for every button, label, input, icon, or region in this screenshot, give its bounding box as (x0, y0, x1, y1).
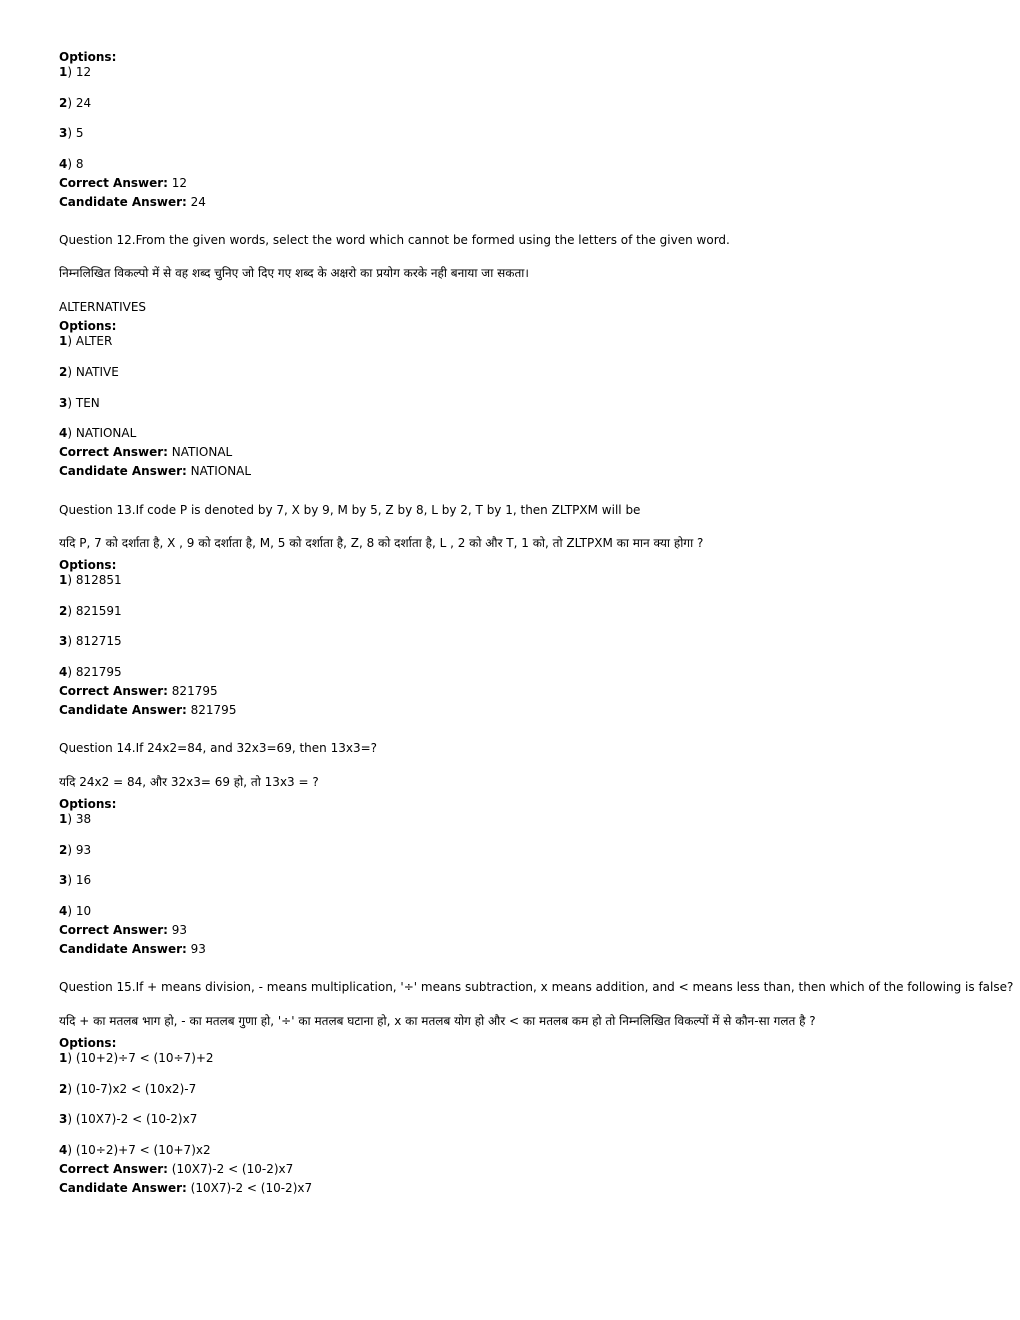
candidate-answer: Candidate Answer: 821795 (59, 703, 237, 717)
option-2: 2) NATIVE (59, 365, 119, 379)
option-2: 2) 93 (59, 843, 92, 857)
option-1: 1) (10+2)÷7 < (10÷7)+2 (59, 1051, 214, 1065)
correct-answer: Correct Answer: 93 (59, 923, 188, 937)
option-3: 3) 5 (59, 126, 84, 140)
correct-answer: Correct Answer: 12 (59, 176, 188, 190)
question-text: Question 12.From the given words, select the word which cannot be formed using the letters of the given word. (59, 233, 730, 247)
question-text: Question 14.If 24x2=84, and 32x3=69, then 13x3=? (59, 741, 377, 755)
options-label: Options: (59, 50, 117, 64)
candidate-answer: Candidate Answer: (10X7)-2 < (10-2)x7 (59, 1181, 313, 1195)
question-extra: ALTERNATIVES (59, 300, 147, 314)
option-1: 1) 38 (59, 812, 92, 826)
correct-answer: Correct Answer: (10X7)-2 < (10-2)x7 (59, 1162, 294, 1176)
option-1: 1) ALTER (59, 334, 113, 348)
option-2: 2) (10-7)x2 < (10x2)-7 (59, 1082, 197, 1096)
question-text-hindi: यदि + का मतलब भाग हो, - का मतलब गुणा हो, '÷' का मतलब घटाना हो, x का मतलब योग हो और < का मतलब कम हो तो निम्नलिखित विकल्पों में से कौन-सा गलत है ? (59, 1014, 816, 1028)
question-text-hindi: यदि P, 7 को दर्शाता है, X , 9 को दर्शाता है, M, 5 को दर्शाता है, Z, 8 को दर्शाता है, L , 2 को और T, 1 को, तो ZLTPXM का मान क्या होगा ? (59, 536, 704, 550)
candidate-answer: Candidate Answer: 93 (59, 942, 206, 956)
correct-answer: Correct Answer: NATIONAL (59, 445, 233, 459)
options-label: Options: (59, 1036, 117, 1050)
option-3: 3) 812715 (59, 634, 122, 648)
option-4: 4) NATIONAL (59, 426, 137, 440)
options-label: Options: (59, 558, 117, 572)
question-text: Question 13.If code P is denoted by 7, X by 9, M by 5, Z by 8, L by 2, T by 1, then ZLTPXM will be (59, 503, 641, 517)
question-text-hindi: निम्नलिखित विकल्पो में से वह शब्द चुनिए जो दिए गए शब्द के अक्षरो का प्रयोग करके नही बनाया जा सकता। (59, 266, 529, 280)
question-text-hindi: यदि 24x2 = 84, और 32x3= 69 हो, तो 13x3 = ? (59, 775, 319, 789)
option-2: 2) 821591 (59, 604, 122, 618)
option-4: 4) 8 (59, 157, 84, 171)
option-3: 3) (10X7)-2 < (10-2)x7 (59, 1112, 198, 1126)
option-3: 3) 16 (59, 873, 92, 887)
options-label: Options: (59, 319, 117, 333)
correct-answer: Correct Answer: 821795 (59, 684, 218, 698)
option-3: 3) TEN (59, 396, 100, 410)
question-text: Question 15.If + means division, - means multiplication, '÷' means subtraction, x means addition, and < means less than, then which of the following is false? (59, 980, 1014, 994)
option-1: 1) 12 (59, 65, 92, 79)
option-1: 1) 812851 (59, 573, 122, 587)
candidate-answer: Candidate Answer: 24 (59, 195, 206, 209)
option-4: 4) 821795 (59, 665, 122, 679)
option-2: 2) 24 (59, 96, 92, 110)
option-4: 4) 10 (59, 904, 92, 918)
candidate-answer: Candidate Answer: NATIONAL (59, 464, 252, 478)
options-label: Options: (59, 797, 117, 811)
option-4: 4) (10÷2)+7 < (10+7)x2 (59, 1143, 211, 1157)
